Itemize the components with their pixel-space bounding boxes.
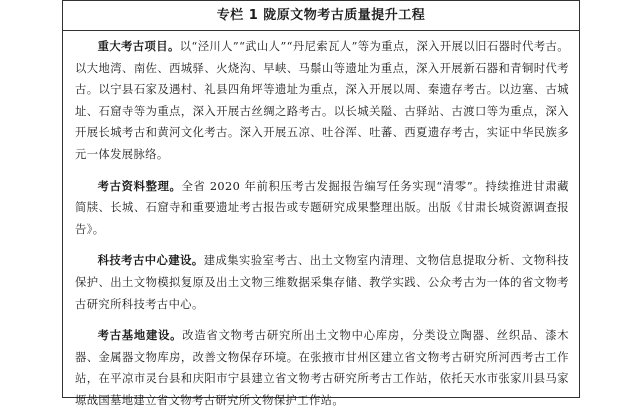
column-box	[62, 0, 580, 407]
column-content	[75, 36, 569, 420]
column-title: 专栏 1 陇原文物考古质量提升工程	[63, 1, 579, 31]
paragraph-base-construction	[75, 325, 569, 411]
paragraph-tech-center	[75, 250, 569, 315]
paragraph-major-projects	[75, 36, 569, 166]
paragraph-text: 全省 2020 年前积压考古发掘报告编写任务实现“清零”。持续推进甘肃藏简牍、长城、石窟寺和重要遗址考古报告或专题研究成果整理出版。出版《甘肃长城资源调查报告》。	[75, 179, 569, 236]
paragraph-data-organization	[75, 176, 569, 241]
paragraph-text: 建成集实验室考古、出土文物室内清理、文物信息提取分析、文物科技保护、出土文物模拟复原及出土文物三维数据采集存储、教学实践、公众考古为一体的省文物考古研究所科技考古中心。	[75, 254, 569, 311]
paragraph-lead: 重大考古项目。	[97, 40, 180, 53]
paragraph-text: 改造省文物考古研究所出土文物中心库房，分类设立陶器、丝织品、漆木器、金属器文物库房，改善文物保存环境。在张掖市甘州区建立省文物考古研究所河西考古工作站，在平凉市灵台县和庆阳市宁县建立省文物考古研究所考古工作站，依托天水市张家川县马家塬战国墓地建立省文物考古研究所文物保护工作站。	[75, 329, 569, 407]
paragraph-lead: 考古资料整理。	[97, 179, 182, 193]
paragraph-text: 以“泾川人”“武山人”“丹尼索瓦人”等为重点，深入开展以旧石器时代考古。以大地湾、南佐、西城驿、火烧沟、早峡、马鬃山等遗址为重点，深入开展新石器和青铜时代考古。以宁县石家及遇村、礼县四角坪等遗址为重点，深入开展以周、秦遗存考古。以边塞、古城址、石窟寺等为重点，深入开展古丝绸之路考古。以长城关隘、古驿站、古渡口等为重点，深入开展长城考古和黄河文化考古。深入开展五凉、吐谷浑、吐蕃、西夏遗存考古，实证中华民族多元一体发展脉络。	[75, 40, 569, 161]
paragraph-lead: 科技考古中心建设。	[97, 254, 204, 268]
paragraph-lead: 考古基地建设。	[97, 329, 183, 343]
